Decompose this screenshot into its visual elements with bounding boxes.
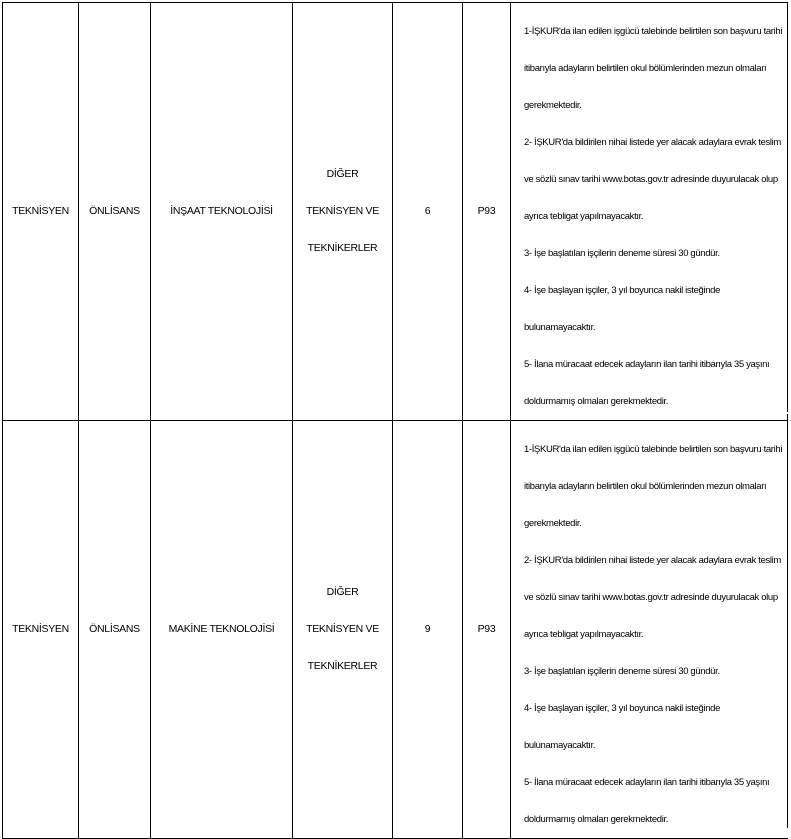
notes-list xyxy=(524,3,788,420)
notes-cell xyxy=(511,421,788,839)
note-line: 5- İlana müracaat edecek adayların ilan tarihi itibarıyla 35 yaşını xyxy=(524,359,770,370)
note-line: itibarıyla adayların belirtilen okul bölümlerinden mezun olmaları xyxy=(524,481,767,492)
count-text: 6 xyxy=(424,205,431,217)
note-line: 2- İŞKUR'da bildirilen nihai listede yer alacak adaylara evrak teslim xyxy=(524,555,781,566)
count-cell xyxy=(393,421,463,839)
score-type-text: P93 xyxy=(477,205,496,217)
note-line: 3- İşe başlatılan işçilerin deneme süresi 30 gündür. xyxy=(524,248,720,259)
job-listing-table xyxy=(2,2,788,839)
notes-cell xyxy=(511,3,788,421)
occupation-line: TEKNİSYEN VE xyxy=(306,623,379,635)
position-text: TEKNİSYEN xyxy=(12,205,69,217)
department-text: İNŞAAT TEKNOLOJİSİ xyxy=(170,205,273,217)
table-row xyxy=(3,421,788,839)
count-cell xyxy=(393,3,463,421)
note-line: bulunamayacaktır. xyxy=(524,322,596,333)
score-type-cell xyxy=(463,3,511,421)
position-text: TEKNİSYEN xyxy=(12,623,69,635)
occupation-line: TEKNİKERLER xyxy=(307,660,378,672)
right-border-gap xyxy=(787,412,788,414)
score-type-text: P93 xyxy=(477,623,496,635)
occupation-line: DİĞER xyxy=(326,168,359,180)
note-line: 3- İşe başlatılan işçilerin deneme süresi 30 gündür. xyxy=(524,666,720,677)
department-cell xyxy=(151,3,293,421)
position-cell xyxy=(3,421,79,839)
note-line: doldurmamış olmaları gerekmektedir. xyxy=(524,814,669,825)
education-text: ÖNLİSANS xyxy=(89,205,140,217)
occupation-line: DİĞER xyxy=(326,586,359,598)
note-line: ve sözlü sınav tarihi www.botas.gov.tr adresinde duyurulacak olup xyxy=(524,174,778,185)
department-cell xyxy=(151,421,293,839)
count-text: 9 xyxy=(424,623,431,635)
occupation-line: TEKNİSYEN VE xyxy=(306,205,379,217)
note-line: ayrıca tebligat yapılmayacaktır. xyxy=(524,211,644,222)
note-line: ve sözlü sınav tarihi www.botas.gov.tr adresinde duyurulacak olup xyxy=(524,592,778,603)
note-line: 4- İşe başlayan işçiler, 3 yıl boyunca nakil isteğinde xyxy=(524,285,721,296)
note-line: gerekmektedir. xyxy=(524,100,582,111)
department-text: MAKİNE TEKNOLOJİSİ xyxy=(168,623,275,635)
note-line: itibarıyla adayların belirtilen okul bölümlerinden mezun olmaları xyxy=(524,63,767,74)
education-text: ÖNLİSANS xyxy=(89,623,140,635)
education-cell xyxy=(79,421,151,839)
note-line: 4- İşe başlayan işçiler, 3 yıl boyunca nakil isteğinde xyxy=(524,703,721,714)
note-line: 1-İŞKUR'da ilan edilen işgücü talebinde belirtilen son başvuru tarihi xyxy=(524,444,783,455)
note-line: ayrıca tebligat yapılmayacaktır. xyxy=(524,629,644,640)
occupation-cell xyxy=(293,3,393,421)
position-cell xyxy=(3,3,79,421)
occupation-cell xyxy=(293,421,393,839)
note-line: 2- İŞKUR'da bildirilen nihai listede yer alacak adaylara evrak teslim xyxy=(524,137,781,148)
occupation-line: TEKNİKERLER xyxy=(307,242,378,254)
note-line: 1-İŞKUR'da ilan edilen işgücü talebinde belirtilen son başvuru tarihi xyxy=(524,26,783,37)
notes-list xyxy=(524,421,788,838)
score-type-cell xyxy=(463,421,511,839)
note-line: bulunamayacaktır. xyxy=(524,740,596,751)
note-line: gerekmektedir. xyxy=(524,518,582,529)
note-line: 5- İlana müracaat edecek adayların ilan tarihi itibarıyla 35 yaşını xyxy=(524,777,770,788)
note-line: doldurmamış olmaları gerekmektedir. xyxy=(524,396,669,407)
education-cell xyxy=(79,3,151,421)
right-border-rule xyxy=(787,2,788,828)
table-row xyxy=(3,3,788,421)
